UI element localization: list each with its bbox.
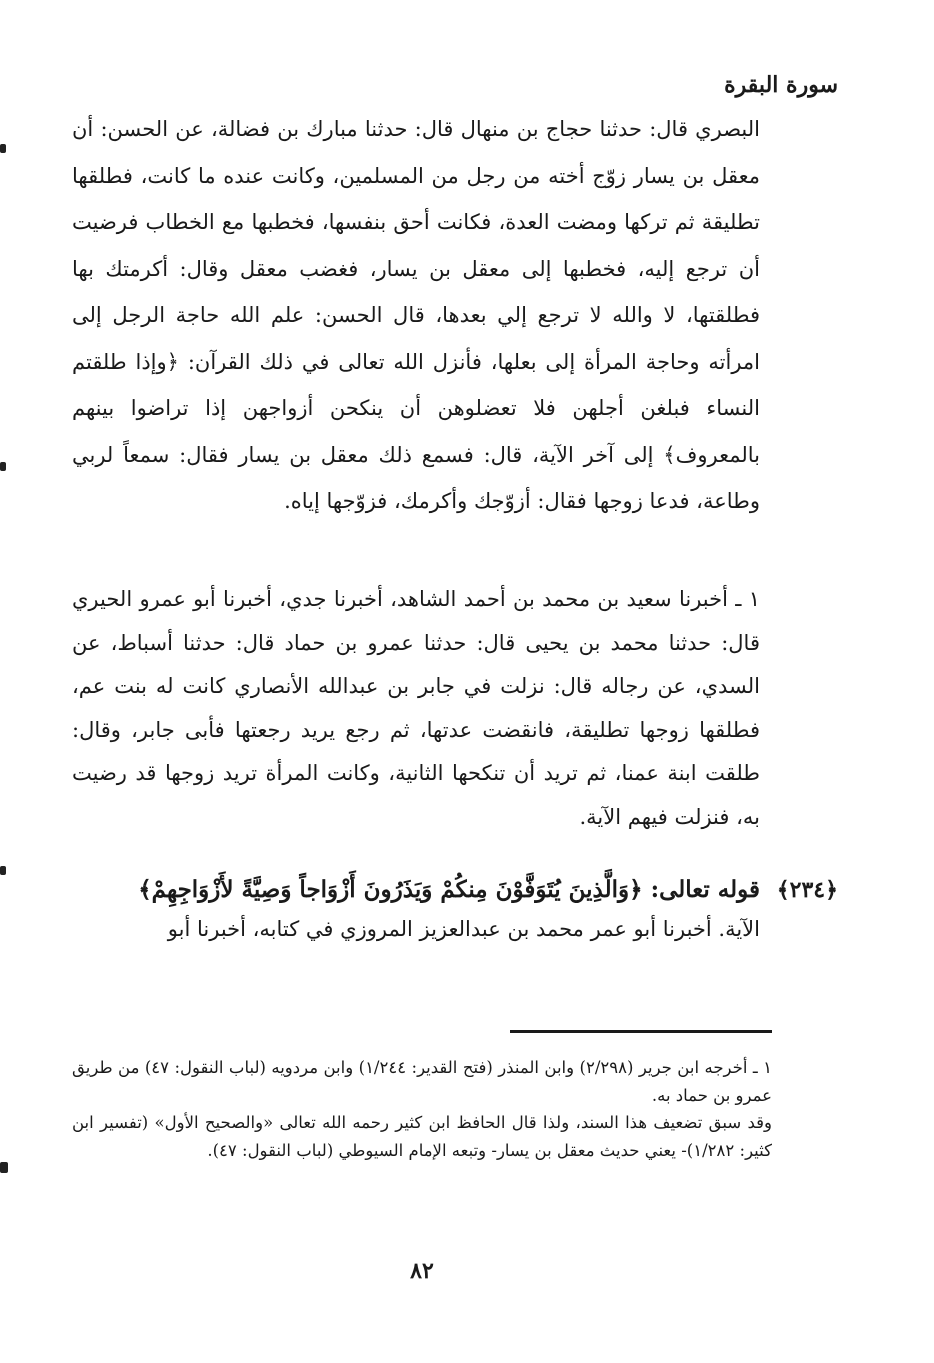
- footnotes: [72, 1054, 772, 1164]
- footnote-divider: [510, 1030, 772, 1033]
- page-number: ٨٢: [410, 1258, 434, 1284]
- paragraph-hadith-jabir: [72, 578, 760, 839]
- binding-mark: [0, 144, 6, 153]
- footnote-1: ١ ـ أخرجه ابن جرير (٢/٢٩٨) وابن المنذر (فتح القدير: ١/٢٤٤) وابن مردويه (لباب النقول: ٤٧) من طريق عمرو بن حماد به.: [72, 1058, 772, 1105]
- binding-mark: [0, 866, 6, 875]
- footnote-1-continuation: وقد سبق تضعيف هذا السند، ولذا قال الحافظ ابن كثير رحمه الله تعالى «والصحيح الأول» (تفسير ابن كثير: ١/٢٨٢)- يعني حديث معقل بن يسار- وتبعه الإمام السيوطي (لباب النقول: ٤٧).: [72, 1113, 772, 1160]
- verse-heading: [72, 868, 838, 912]
- running-head: سورة البقرة: [724, 72, 838, 98]
- paragraph-hadith-maqil: [72, 106, 760, 525]
- paragraph-verse-commentary: [72, 908, 760, 951]
- verse-number: ﴿٢٣٤﴾: [776, 877, 838, 903]
- binding-mark: [0, 462, 6, 471]
- paragraph-text: ١ ـ أخبرنا سعيد بن محمد بن أحمد الشاهد، أخبرنا جدي، أخبرنا أبو عمرو الحيري قال: حدثنا محمد بن يحيى قال: حدثنا عمرو بن حماد قال: حدثنا أسباط، عن السدي، عن رجاله قال: نزلت في جابر بن عبدالله الأنصاري كانت له بنت عم، فطلقها زوجها تطليقة، فانقضت عدتها، ثم رجع يريد رجعتها فأبى جابر، وقال: طلقت ابنة عمنا، ثم تريد أن تنكحها الثانية، وكانت المرأة تريد زوجها قد رضيت به، فنزلت فيهم الآية.: [72, 587, 760, 829]
- binding-mark: [0, 1162, 8, 1173]
- verse-text: قوله تعالى: ﴿وَالَّذِينَ يُتَوَفَّوْنَ مِنكُمْ وَيَذَرُونَ أَزْوَاجاً وَصِيَّةً لأَزْوَاجِهِمْ﴾: [138, 876, 760, 903]
- paragraph-text: البصري قال: حدثنا حجاج بن منهال قال: حدثنا مبارك بن فضالة، عن الحسن: أن معقل بن يسار زوّج أخته من رجل من المسلمين، وكانت عنده ما كانت، فطلقها تطليقة ثم تركها ومضت العدة، فكانت أحق بنفسها، فخطبها مع الخطاب فرضيت أن ترجع إليه، فخطبها إلى معقل بن يسار، فغضب معقل وقال: أكرمتك بها فطلقتها، لا والله لا ترجع إلي بعدها، قال الحسن: علم الله حاجة الرجل إلى امرأته وحاجة المرأة إلى بعلها، فأنزل الله تعالى في ذلك القرآن: ﴿وإذا طلقتم النساء فبلغن أجلهن فلا تعضلوهن أن ينكحن أزواجهن إذا تراضوا بينهم بالمعروف﴾ إلى آخر الآية، قال: فسمع ذلك معقل بن يسار فقال: سمعاً لربي وطاعة، فدعا زوجها فقال: أزوّجك وأكرمك، فزوّجها إياه.: [72, 117, 760, 513]
- paragraph-text: الآية. أخبرنا أبو عمر محمد بن عبدالعزيز المروزي في كتابه، أخبرنا أبو: [167, 917, 760, 941]
